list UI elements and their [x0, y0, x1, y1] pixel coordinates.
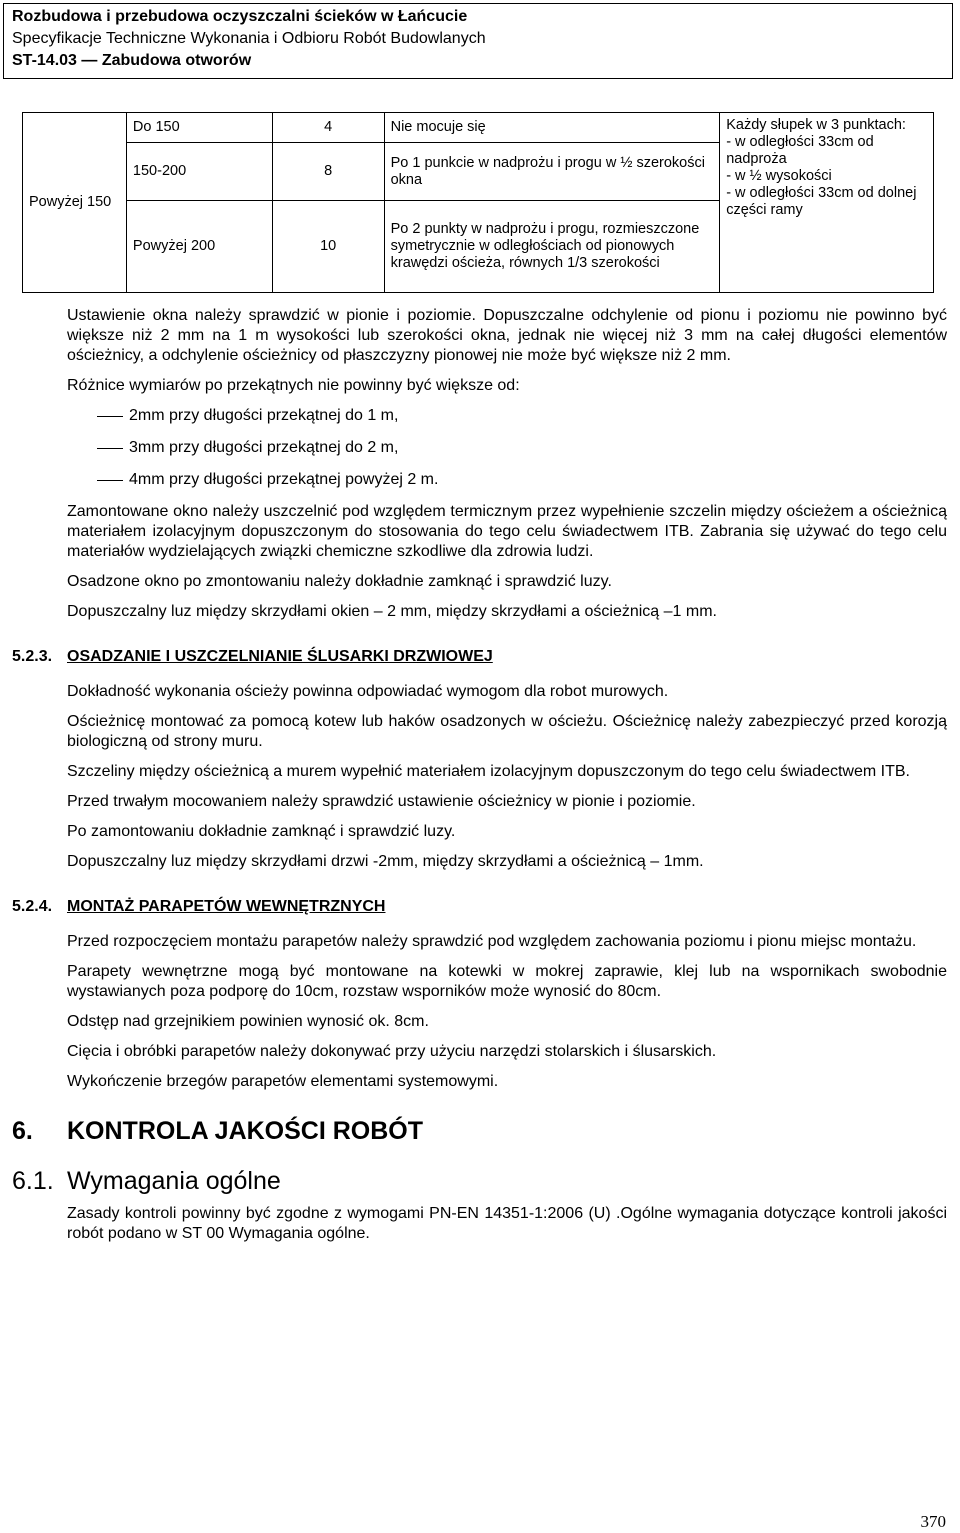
paragraph: Dopuszczalny luz między skrzydłami okien – 2 mm, między skrzydłami a ościeżnicą –1 mm.	[67, 603, 717, 620]
paragraph: Przed trwałym mocowaniem należy sprawdzić ustawienie ościeżnicy w pionie i poziomie.	[67, 793, 696, 810]
paragraph: Dopuszczalny luz między skrzydłami drzwi -2mm, między skrzydłami a ościeżnicą – 1mm.	[67, 853, 704, 870]
table-row	[23, 113, 934, 143]
table-cell-count: 8	[272, 143, 384, 201]
table-cell-desc: Po 2 punkty w nadprożu i progu, rozmieszczone symetrycznie w odległościach od pionowych krawędzi ościeża, równych 1/3 szerokości	[384, 201, 720, 293]
paragraph: Różnice wymiarów po przekątnych nie powinny być większe od:	[67, 377, 520, 394]
document-header	[3, 3, 953, 79]
section-heading-6: 6. KONTROLA JAKOŚCI ROBÓT	[12, 1117, 424, 1145]
table-cell-range: Do 150	[126, 113, 272, 143]
paragraph: Szczeliny między ościeżnicą a murem wypełnić materiałem izolacyjnym dopuszczonym do tego celu świadectwem ITB.	[67, 763, 910, 780]
table-cell-desc: Po 1 punkcie w nadprożu i progu w ½ szerokości okna	[384, 143, 720, 201]
section-heading-5-2-4: 5.2.4. MONTAŻ PARAPETÓW WEWNĘTRZNYCH	[12, 898, 386, 915]
table-cell-count: 10	[272, 201, 384, 293]
header-section-code: ST-14.03 — Zabudowa otworów	[12, 52, 252, 69]
list-item: 4mm przy długości przekątnej powyżej 2 m.	[67, 470, 947, 490]
paragraph: Ościeżnicę montować za pomocą kotew lub haków osadzonych w ościeżu. Ościeżnicę należy zabezpieczyć przed korozją biologiczną od strony muru.	[67, 713, 947, 750]
table-cell-count: 4	[272, 113, 384, 143]
document-body	[12, 306, 947, 1254]
paragraph: Cięcia i obróbki parapetów należy dokonywać przy użyciu narzędzi stolarskich i ślusarskich.	[67, 1043, 717, 1060]
paragraph: Dokładność wykonania ościeży powinna odpowiadać wymogom dla robot murowych.	[67, 683, 669, 700]
list-item: 3mm przy długości przekątnej do 2 m,	[67, 438, 947, 458]
header-project-title: Rozbudowa i przebudowa oczyszczalni ścieków w Łańcucie	[12, 8, 468, 25]
table-cell-desc: Nie mocuje się	[384, 113, 720, 143]
paragraph: Wykończenie brzegów parapetów elementami systemowymi.	[67, 1073, 499, 1090]
table-cell-range: 150-200	[126, 143, 272, 201]
page-number: 370	[920, 1512, 946, 1531]
paragraph: Przed rozpoczęciem montażu parapetów należy sprawdzić pod względem zachowania poziomu i pionu miejsc montażu.	[67, 933, 917, 950]
mounting-table	[22, 112, 934, 293]
section-heading-5-2-3: 5.2.3. OSADZANIE I USZCZELNIANIE ŚLUSARKI DRZWIOWEJ	[12, 648, 493, 665]
header-spec-title: Specyfikacje Techniczne Wykonania i Odbioru Robót Budowlanych	[12, 30, 486, 47]
table-cell-range: Powyżej 200	[126, 201, 272, 293]
section-heading-6-1: 6.1. Wymagania ogólne	[12, 1167, 281, 1195]
paragraph: Osadzone okno po zmontowaniu należy dokładnie zamknąć i sprawdzić luzy.	[67, 573, 612, 590]
paragraph: Odstęp nad grzejnikiem powinien wynosić ok. 8cm.	[67, 1013, 429, 1030]
table-group-label: Powyżej 150	[23, 113, 127, 293]
table-cell-note: Każdy słupek w 3 punktach: - w odległości 33cm od nadproża - w ½ wysokości - w odległości 33cm od dolnej części ramy	[720, 113, 934, 293]
list-item: 2mm przy długości przekątnej do 1 m,	[67, 406, 947, 426]
paragraph: Parapety wewnętrzne mogą być montowane na kotewki w mokrej zaprawie, klej lub na wspornikach swobodnie wystawianych poza podporę do 10cm, rozstaw wsporników może wynosić do 80cm.	[67, 963, 947, 1000]
paragraph: Zamontowane okno należy uszczelnić pod względem termicznym przez wypełnienie szczelin między ościeżem a ościeżnicą materiałem izolacyjnym dopuszczonym do stosowania do tego celu świadectwem ITB. Zabrania się używać do tego celu materiałów wydzielających związki chemiczne szkodliwe dla zdrowia ludzi.	[67, 503, 947, 560]
paragraph: Ustawienie okna należy sprawdzić w pionie i poziomie. Dopuszczalne odchylenie od pionu i poziomu nie powinno być większe niż 2 mm na 1 m wysokości lub szerokości okna, jednak nie więcej niż 3 mm na całej długości elementów ościeżnicy, a odchylenie ościeżnicy od płaszczyzny pionowej nie może być większe niż 2 mm.	[67, 307, 947, 364]
paragraph: Zasady kontroli powinny być zgodne z wymogami PN-EN 14351-1:2006 (U) .Ogólne wymagania dotyczące kontroli jakości robót podano w ST 00 Wymagania ogólne.	[67, 1205, 947, 1242]
paragraph: Po zamontowaniu dokładnie zamknąć i sprawdzić luzy.	[67, 823, 456, 840]
